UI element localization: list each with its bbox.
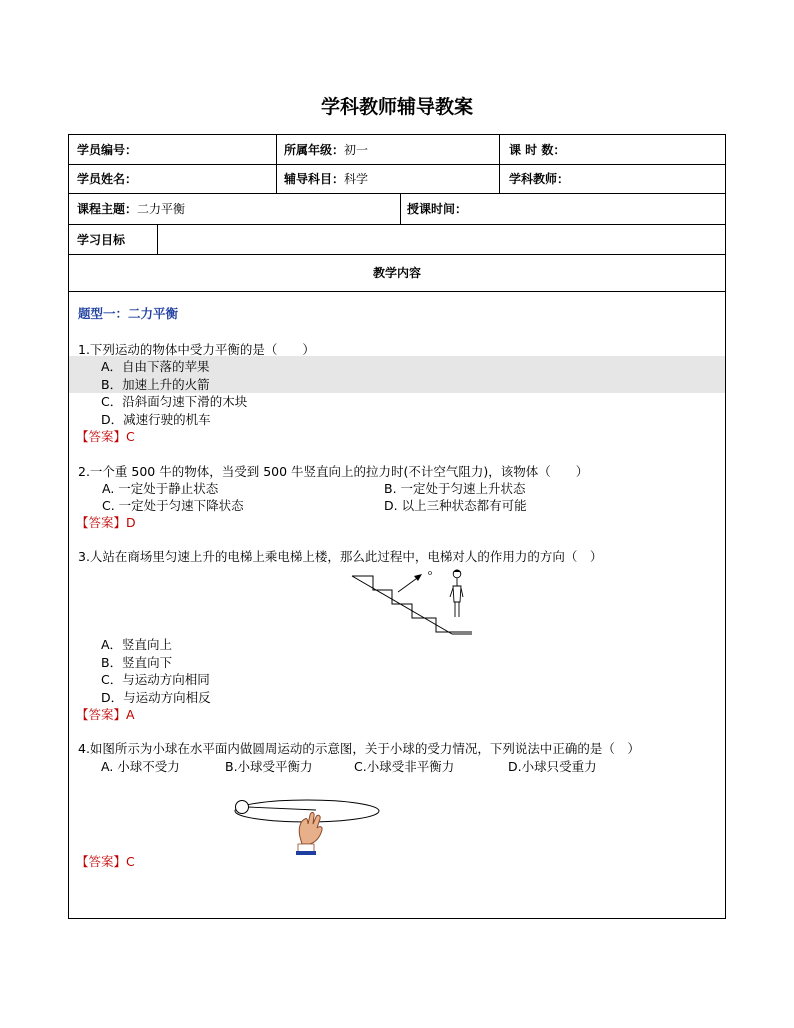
question-1-answer	[76, 430, 135, 444]
time-label: 授课时间：	[407, 202, 468, 216]
question-1-option-a: A．自由下落的苹果	[101, 359, 210, 374]
topic-label: 课程主题：	[77, 202, 138, 216]
row-divider	[69, 291, 725, 292]
question-1-option-b: B．加速上升的火箭	[101, 377, 210, 392]
row-divider	[69, 224, 725, 225]
topic-value: 二力平衡	[137, 202, 186, 216]
subject-label: 辅导科目：	[284, 172, 345, 186]
question-4-answer	[76, 855, 135, 869]
subject-field	[284, 172, 368, 186]
question-1-option-d: D．减速行驶的机车	[101, 412, 211, 427]
answer-label: 【答案】	[76, 515, 127, 530]
grade-field	[284, 143, 368, 157]
row-divider	[69, 254, 725, 255]
row-divider	[69, 193, 725, 194]
column-divider	[400, 193, 401, 224]
answer-value: C	[126, 429, 135, 444]
content-header: 教学内容	[372, 266, 421, 280]
question-2-option-b: B. 一定处于匀速上升状态	[384, 481, 526, 496]
column-divider	[499, 135, 500, 193]
student-name-label: 学员姓名：	[77, 172, 138, 186]
question-2-option-c: C. 一定处于匀速下降状态	[102, 498, 244, 513]
question-4-option-b: B.小球受平衡力	[225, 759, 313, 774]
question-2-answer	[76, 516, 136, 530]
answer-value: A	[126, 707, 135, 722]
question-2-option-a: A. 一定处于静止状态	[102, 481, 219, 496]
question-1-stem: 1.下列运动的物体中受力平衡的是（ ）	[78, 342, 315, 357]
answer-value: D	[126, 515, 136, 530]
escalator-figure	[348, 564, 478, 639]
topic-field	[77, 202, 185, 216]
lesson-plan-table	[68, 134, 726, 919]
question-4-option-c: C.小球受非平衡力	[354, 759, 455, 774]
question-4-option-d: D.小球只受重力	[508, 759, 597, 774]
question-3-option-b: B．竖直向下	[101, 655, 173, 670]
question-3-option-a: A．竖直向上	[101, 637, 173, 652]
question-3-stem: 3.人站在商场里匀速上升的电梯上乘电梯上楼，那么此过程中，电梯对人的作用力的方向（ ）	[78, 549, 603, 564]
column-divider	[276, 135, 277, 193]
question-4-stem: 4.如图所示为小球在水平面内做圆周运动的示意图，关于小球的受力情况，下列说法中正确的是（ ）	[78, 741, 640, 756]
question-3-answer	[76, 708, 135, 722]
student-id-label: 学员编号：	[77, 143, 138, 157]
question-3-option-d: D．与运动方向相反	[101, 690, 211, 705]
lessons-label: 课 时 数：	[509, 143, 566, 157]
row-divider	[69, 164, 725, 165]
subject-value: 科学	[344, 172, 369, 186]
question-1-option-c: C．沿斜面匀速下滑的木块	[101, 394, 248, 409]
answer-value: C	[126, 854, 135, 869]
teacher-label: 学科教师：	[509, 172, 570, 186]
question-4-option-a: A. 小球不受力	[101, 759, 180, 774]
answer-label: 【答案】	[76, 707, 127, 722]
page-title: 学科教师辅导教案	[320, 96, 473, 118]
circular-motion-figure	[228, 795, 384, 857]
objective-label: 学习目标	[77, 233, 126, 247]
grade-value: 初一	[344, 143, 369, 157]
section-title: 题型一：二力平衡	[78, 306, 179, 321]
question-2-option-d: D. 以上三种状态都有可能	[384, 498, 527, 513]
answer-label: 【答案】	[76, 429, 127, 444]
answer-label: 【答案】	[76, 854, 127, 869]
column-divider	[157, 224, 158, 254]
grade-label: 所属年级：	[284, 143, 345, 157]
question-3-option-c: C．与运动方向相同	[101, 672, 210, 687]
question-2-stem: 2.一个重 500 牛的物体，当受到 500 牛竖直向上的拉力时(不计空气阻力)，该物体（ ）	[78, 464, 589, 479]
